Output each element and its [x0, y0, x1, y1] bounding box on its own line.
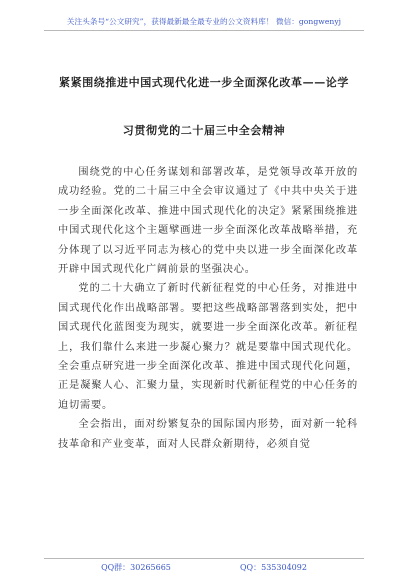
paragraph-2: 党的二十大确立了新时代新征程党的中心任务，对推进中国式现代化作出战略部署。要把这些战略部署落到实处，把中国式现代化蓝图变为现实，就要进一步全面深化改革。新征程上，我们靠什么来进一步凝心聚力？就是要靠中国式现代化。全会重点研究进一步全面深化改革、推进中国式现代化问题，正是凝聚人心、汇聚力量，实现新时代新征程党的中心任务的迫切需要。 [58, 283, 358, 411]
footer [44, 558, 364, 573]
footer-qq-contact: QQ：535304092 [240, 563, 307, 572]
promo-banner-text: 关注头条号“公文研究”，获得最新最全最专业的公文资料库！ 微信：gongwenyj [66, 17, 342, 26]
document-body [58, 163, 358, 454]
paragraph-1: 围绕党的中心任务谋划和部署改革，是党领导改革开放的成功经验。党的二十届三中全会审议通过了《中共中央关于进一步全面深化改革、推进中国式现代化的决定》紧紧围绕推进中国式现代化这个主题擘画进一步全面深化改革战略举措，充分体现了以习近平同志为核心的党中央以进一步全面深化改革开辟中国式现代化广阔前景的坚强决心。 [58, 167, 358, 276]
promo-banner [44, 16, 364, 31]
paragraph-3: 全会指出，面对纷繁复杂的国际国内形势，面对新一轮科技革命和产业变革，面对人民群众新期待，必须自觉 [58, 419, 358, 450]
footer-qq-group: QQ群：30265665 [101, 563, 171, 572]
document-title-line-2: 习贯彻党的二十届三中全会精神 [122, 124, 286, 137]
document-title-line-1: 紧紧围绕推进中国式现代化进一步全面深化改革——论学 [59, 76, 349, 89]
